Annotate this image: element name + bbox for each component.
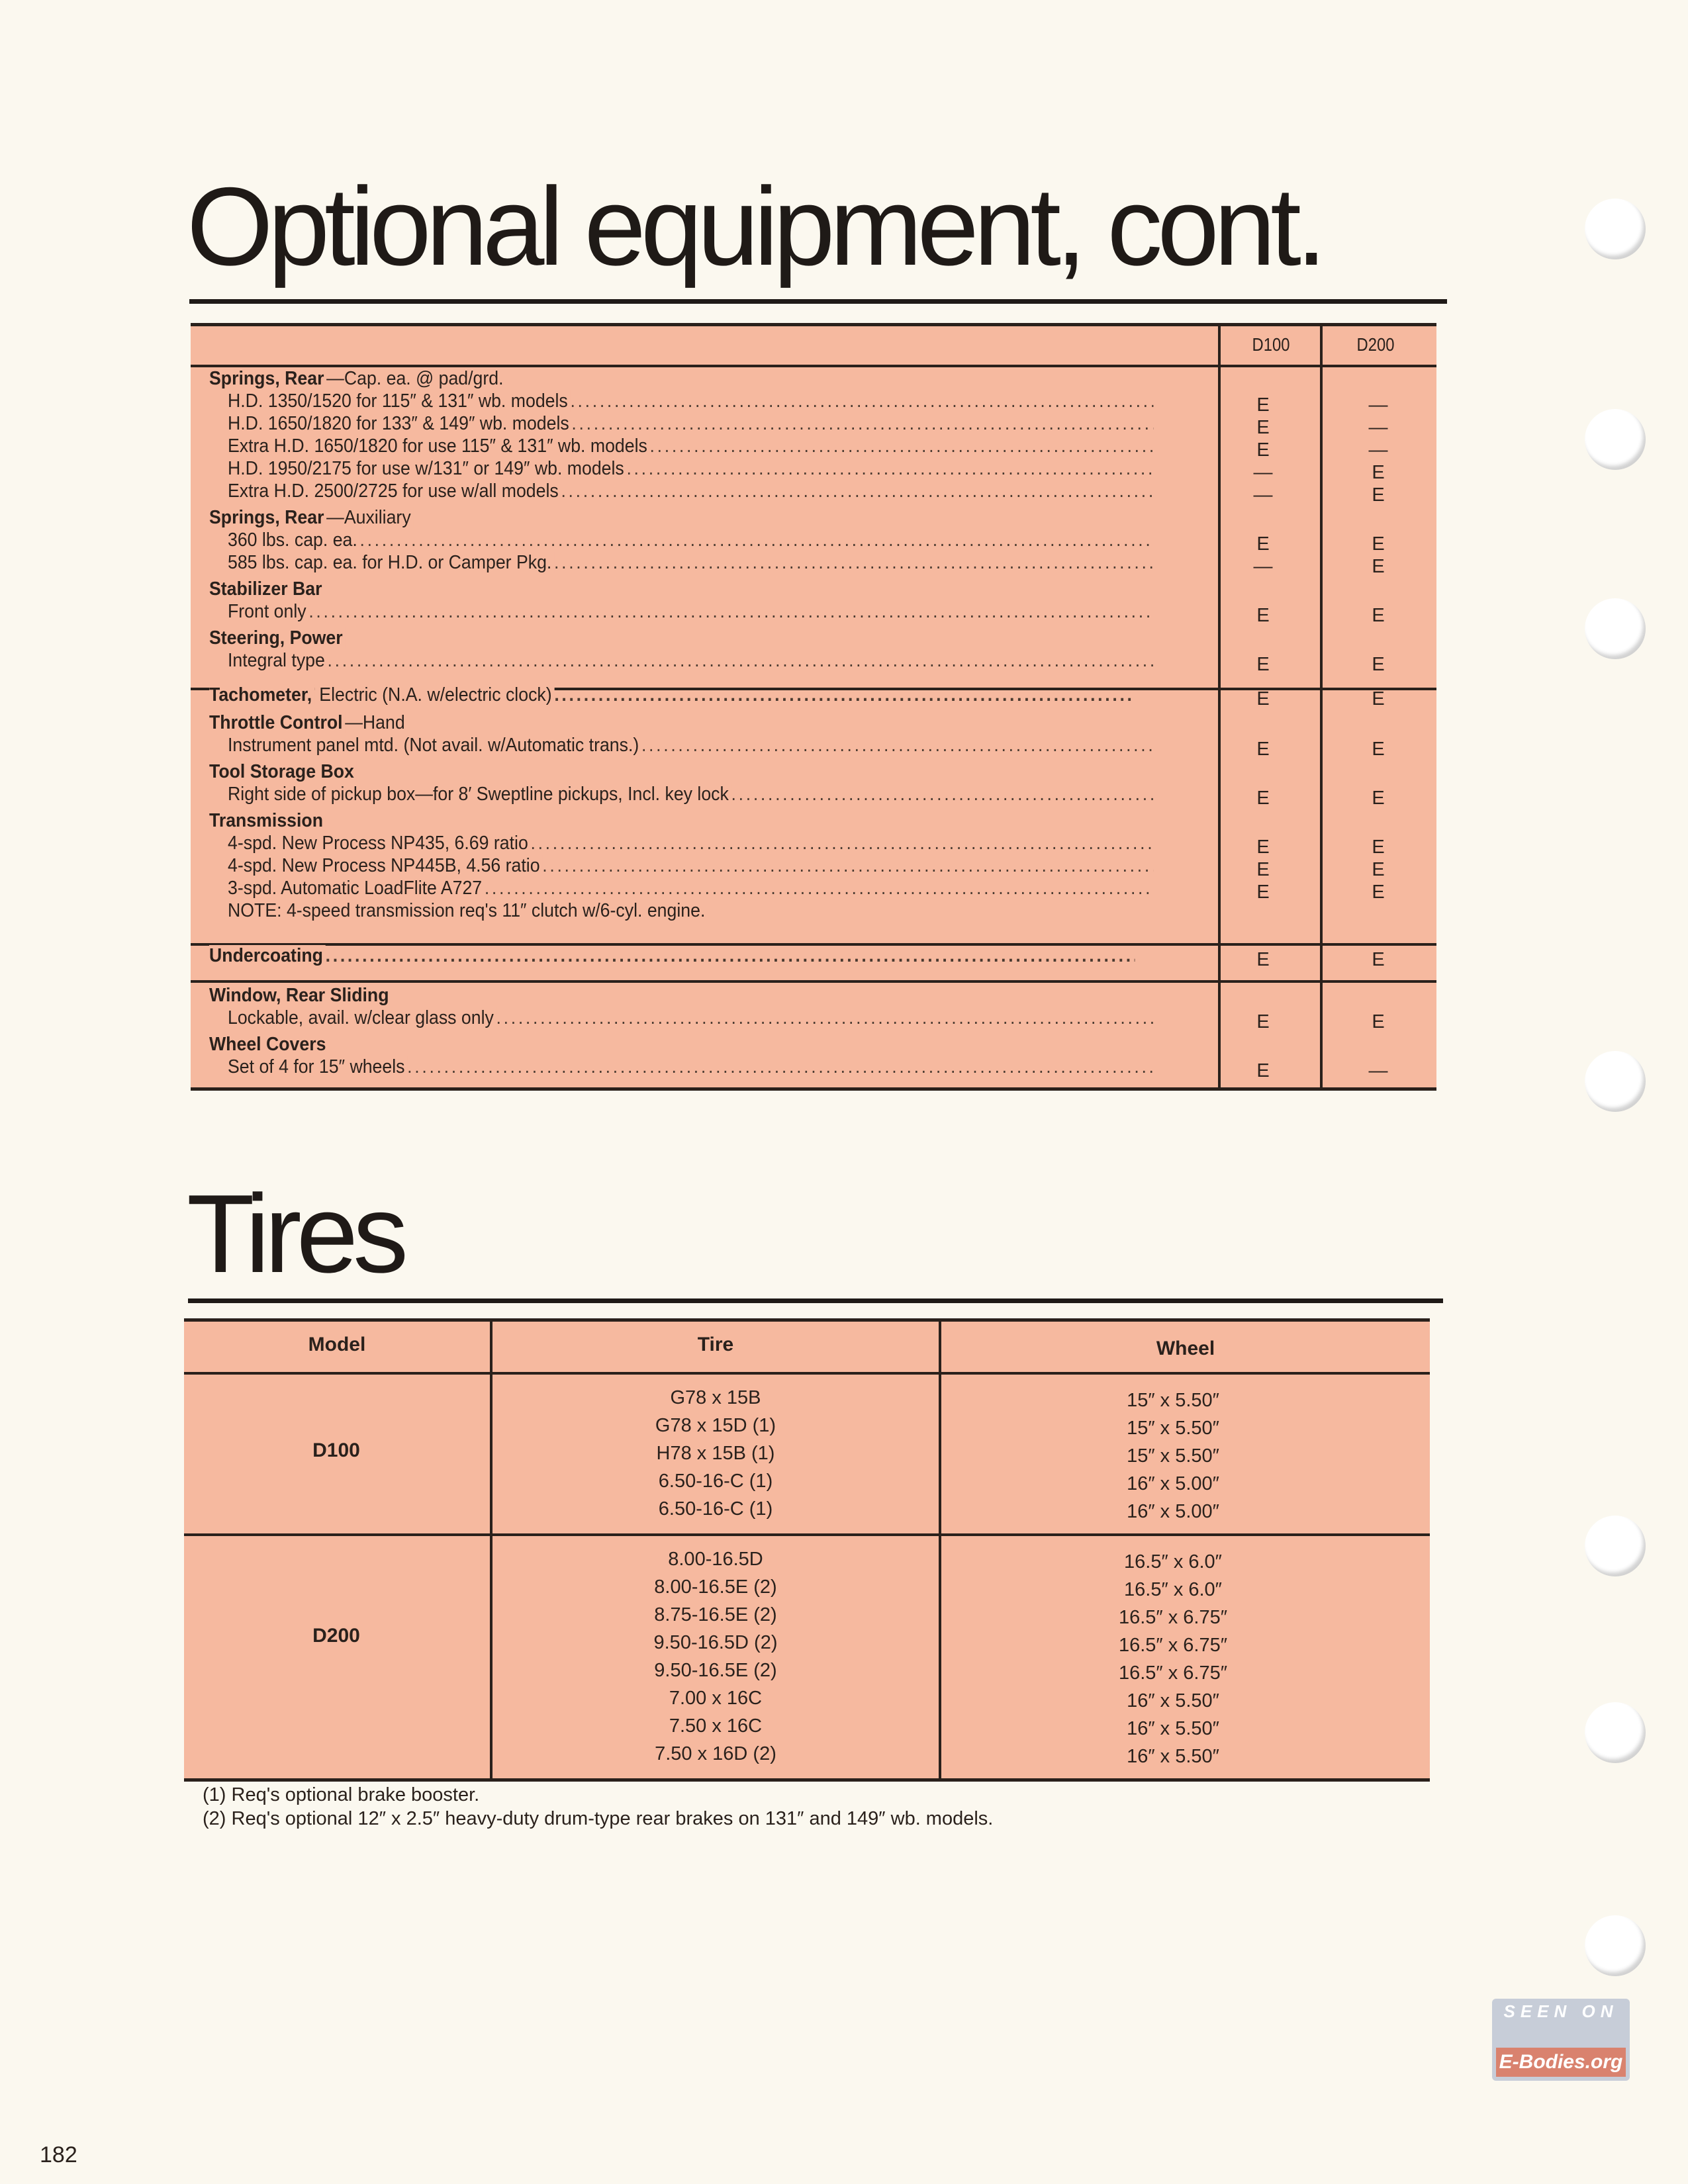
option-row bbox=[191, 711, 1436, 734]
option-label-text: Set of 4 for 15″ wheels bbox=[228, 1056, 407, 1077]
option-row bbox=[191, 600, 1436, 626]
badge-line-2: E-Bodies.org bbox=[1496, 2048, 1626, 2077]
d100-value: E bbox=[1256, 533, 1270, 555]
d200-value: — bbox=[1368, 394, 1388, 416]
wheel: 15″ x 5.50″ bbox=[1127, 1390, 1219, 1411]
option-row bbox=[191, 1033, 1436, 1056]
tire: 9.50-16.5D (2) bbox=[653, 1632, 778, 1653]
tire: 6.50-16-C (1) bbox=[658, 1498, 773, 1520]
d200-value: E bbox=[1372, 556, 1385, 577]
option-label-detail: —Cap. ea. @ pad/grd. bbox=[326, 368, 506, 389]
option-row bbox=[191, 627, 1436, 649]
model-d100: D100 bbox=[312, 1439, 360, 1461]
header-rule bbox=[184, 1372, 1430, 1375]
section-rule bbox=[191, 980, 1436, 983]
page-title: Optional equipment, cont. bbox=[187, 164, 1322, 289]
d200-value: E bbox=[1372, 837, 1385, 858]
tire: 7.50 x 16C bbox=[669, 1715, 763, 1737]
option-label-text: Throttle Control bbox=[209, 712, 345, 733]
d200-value: — bbox=[1368, 1060, 1388, 1081]
option-label-text: Stabilizer Bar bbox=[209, 578, 324, 600]
option-label bbox=[209, 684, 1135, 706]
wheel-list-d100 bbox=[941, 1387, 1405, 1525]
option-label bbox=[228, 899, 1153, 922]
option-label-text: H.D. 1650/1820 for 133″ & 149″ wb. models bbox=[228, 413, 571, 434]
option-label-text: Right side of pickup box—for 8′ Sweptline pickups, Incl. key lock bbox=[228, 784, 731, 805]
wheel: 15″ x 5.50″ bbox=[1127, 1418, 1219, 1439]
d200-value: E bbox=[1372, 788, 1385, 809]
option-label bbox=[209, 760, 1135, 783]
wheel: 16″ x 5.00″ bbox=[1127, 1501, 1219, 1522]
option-label-text: Springs, Rear bbox=[209, 368, 326, 389]
d100-value: E bbox=[1256, 788, 1270, 809]
option-label-text: Undercoating bbox=[209, 945, 326, 966]
d100-value: E bbox=[1256, 654, 1270, 675]
d200-value: E bbox=[1372, 688, 1385, 709]
option-label bbox=[209, 944, 1135, 967]
tire: 7.00 x 16C bbox=[669, 1688, 763, 1709]
option-label-text: Transmission bbox=[209, 810, 326, 831]
option-label bbox=[228, 551, 1153, 574]
d200-value: E bbox=[1372, 882, 1385, 903]
option-label-text: Instrument panel mtd. (Not avail. w/Automatic trans.) bbox=[228, 735, 641, 756]
option-label-text: Lockable, avail. w/clear glass only bbox=[228, 1007, 496, 1028]
option-label bbox=[228, 390, 1153, 412]
option-row bbox=[191, 944, 1436, 970]
d100-value: E bbox=[1256, 739, 1270, 760]
binder-hole-icon bbox=[1585, 199, 1646, 259]
wheel: 16.5″ x 6.75″ bbox=[1118, 1607, 1228, 1628]
tires-title-rule bbox=[188, 1298, 1443, 1303]
binder-hole-icon bbox=[1585, 409, 1646, 470]
wheel: 16.5″ x 6.0″ bbox=[1124, 1551, 1222, 1572]
option-row bbox=[191, 529, 1436, 555]
watermark-badge bbox=[1492, 1999, 1630, 2081]
option-label bbox=[209, 809, 1135, 832]
d100-value: E bbox=[1256, 394, 1270, 416]
option-label-text: Wheel Covers bbox=[209, 1034, 328, 1055]
option-label bbox=[228, 832, 1153, 854]
tire: 6.50-16-C (1) bbox=[658, 1471, 773, 1492]
tire: G78 x 15B bbox=[670, 1387, 761, 1408]
option-label-text: Springs, Rear bbox=[209, 507, 326, 528]
group-rule bbox=[184, 1533, 1430, 1536]
option-row bbox=[191, 684, 1436, 709]
wheel-list-d200 bbox=[941, 1548, 1405, 1770]
option-row bbox=[191, 1056, 1436, 1081]
d100-value: E bbox=[1256, 859, 1270, 880]
option-row bbox=[191, 578, 1436, 600]
footnotes bbox=[203, 1783, 993, 1831]
option-label bbox=[228, 1056, 1153, 1078]
option-label-text: Tachometer, bbox=[209, 684, 314, 705]
option-row bbox=[191, 783, 1436, 809]
wheel: 16″ x 5.50″ bbox=[1127, 1718, 1219, 1739]
option-label bbox=[228, 649, 1153, 672]
tires-table bbox=[184, 1318, 1430, 1782]
wheel: 16″ x 5.50″ bbox=[1127, 1690, 1219, 1711]
option-label bbox=[228, 877, 1153, 899]
option-label bbox=[209, 506, 1135, 529]
d100-value: — bbox=[1253, 484, 1273, 506]
option-label bbox=[228, 435, 1153, 457]
tires-title: Tires bbox=[187, 1171, 404, 1296]
option-label bbox=[209, 711, 1135, 734]
option-label-detail: Electric (N.A. w/electric clock) bbox=[314, 684, 554, 705]
d100-value: — bbox=[1253, 556, 1273, 577]
option-label-text: H.D. 1350/1520 for 115″ & 131″ wb. models bbox=[228, 390, 570, 412]
option-label bbox=[228, 529, 1153, 551]
option-row bbox=[191, 734, 1436, 760]
option-row bbox=[191, 390, 1436, 416]
option-row bbox=[191, 457, 1436, 483]
wheel: 16″ x 5.00″ bbox=[1127, 1473, 1219, 1494]
option-label bbox=[209, 627, 1135, 649]
option-row bbox=[191, 760, 1436, 783]
d200-value: E bbox=[1372, 1011, 1385, 1032]
option-label-text: 4-spd. New Process NP445B, 4.56 ratio bbox=[228, 855, 542, 876]
d100-value: E bbox=[1256, 882, 1270, 903]
d200-value: E bbox=[1372, 949, 1385, 970]
d100-value: E bbox=[1256, 417, 1270, 438]
wheel: 16″ x 5.50″ bbox=[1127, 1746, 1219, 1767]
option-label bbox=[209, 367, 1135, 390]
title-rule bbox=[189, 299, 1447, 304]
binder-hole-icon bbox=[1585, 1051, 1646, 1112]
footnote: (1) Req's optional brake booster. bbox=[203, 1784, 480, 1805]
page-number: 182 bbox=[40, 2142, 77, 2167]
option-row bbox=[191, 649, 1436, 675]
wheel: 16.5″ x 6.75″ bbox=[1118, 1635, 1228, 1656]
option-label bbox=[209, 984, 1135, 1007]
option-label bbox=[228, 412, 1153, 435]
d200-value: E bbox=[1372, 462, 1385, 483]
option-row bbox=[191, 367, 1436, 390]
d100-value: E bbox=[1256, 605, 1270, 626]
d200-value: E bbox=[1372, 533, 1385, 555]
d200-value: — bbox=[1368, 439, 1388, 461]
wheel: 16.5″ x 6.0″ bbox=[1124, 1579, 1222, 1600]
option-row bbox=[191, 854, 1436, 880]
option-label bbox=[228, 457, 1153, 480]
tire: 9.50-16.5E (2) bbox=[654, 1660, 777, 1681]
tire: 8.75-16.5E (2) bbox=[654, 1604, 777, 1625]
column-header-d200: D200 bbox=[1356, 334, 1395, 355]
d100-value: E bbox=[1256, 439, 1270, 461]
tire: 8.00-16.5D bbox=[668, 1549, 763, 1570]
optional-equipment-table bbox=[191, 323, 1436, 1091]
tire: H78 x 15B (1) bbox=[656, 1443, 775, 1464]
option-label-text: NOTE: 4-speed transmission req's 11″ clutch w/6-cyl. engine. bbox=[228, 900, 708, 921]
d100-value: E bbox=[1256, 837, 1270, 858]
option-row bbox=[191, 480, 1436, 506]
d100-value: — bbox=[1253, 462, 1273, 483]
option-label-text: 360 lbs. cap. ea. bbox=[228, 529, 359, 551]
d100-value: E bbox=[1256, 1060, 1270, 1081]
binder-hole-icon bbox=[1585, 1702, 1646, 1763]
option-row bbox=[191, 832, 1436, 858]
option-label-text: 3-spd. Automatic LoadFlite A727 bbox=[228, 878, 485, 899]
option-label-text: Extra H.D. 2500/2725 for use w/all models bbox=[228, 480, 561, 502]
option-label-text: Window, Rear Sliding bbox=[209, 985, 391, 1006]
d200-value: E bbox=[1372, 605, 1385, 626]
option-label-text: Tool Storage Box bbox=[209, 761, 357, 782]
header-model: Model bbox=[308, 1334, 366, 1355]
option-label bbox=[228, 783, 1153, 805]
option-row bbox=[191, 899, 1436, 922]
option-label bbox=[228, 480, 1153, 502]
option-label-text: Integral type bbox=[228, 650, 328, 671]
tire: 7.50 x 16D (2) bbox=[655, 1743, 776, 1764]
tire-list-d100 bbox=[492, 1384, 939, 1523]
model-d200: D200 bbox=[312, 1625, 360, 1647]
d200-value: E bbox=[1372, 484, 1385, 506]
binder-hole-icon bbox=[1585, 598, 1646, 659]
option-label bbox=[228, 854, 1153, 877]
wheel: 16.5″ x 6.75″ bbox=[1118, 1662, 1228, 1684]
d200-value: E bbox=[1372, 859, 1385, 880]
d200-value: E bbox=[1372, 739, 1385, 760]
option-row bbox=[191, 984, 1436, 1007]
option-label-text: 4-spd. New Process NP435, 6.69 ratio bbox=[228, 833, 530, 854]
column-header-d100: D100 bbox=[1252, 334, 1290, 355]
header-wheel: Wheel bbox=[1156, 1338, 1215, 1359]
option-label bbox=[228, 1007, 1153, 1029]
tire: G78 x 15D (1) bbox=[655, 1415, 776, 1436]
option-label-detail: —Auxiliary bbox=[326, 507, 413, 528]
d100-value: E bbox=[1256, 688, 1270, 709]
option-label bbox=[209, 578, 1135, 600]
option-label-text: H.D. 1950/2175 for use w/131″ or 149″ wb. models bbox=[228, 458, 626, 479]
binder-hole-icon bbox=[1585, 1915, 1646, 1976]
d100-value: E bbox=[1256, 1011, 1270, 1032]
d200-value: E bbox=[1372, 654, 1385, 675]
header-tire: Tire bbox=[697, 1334, 734, 1355]
tire: 8.00-16.5E (2) bbox=[654, 1576, 777, 1598]
d200-value: — bbox=[1368, 417, 1388, 438]
option-row bbox=[191, 877, 1436, 903]
option-row bbox=[191, 412, 1436, 438]
option-row bbox=[191, 809, 1436, 832]
option-label-text: Front only bbox=[228, 601, 308, 622]
binder-hole-icon bbox=[1585, 1516, 1646, 1576]
option-label bbox=[228, 734, 1153, 756]
option-row bbox=[191, 506, 1436, 529]
option-label bbox=[209, 1033, 1135, 1056]
option-row bbox=[191, 551, 1436, 577]
option-label-text: Steering, Power bbox=[209, 627, 345, 649]
option-label-detail: —Hand bbox=[345, 712, 407, 733]
option-label-text: Extra H.D. 1650/1820 for use 115″ & 131″ wb. models bbox=[228, 435, 650, 457]
d100-value: E bbox=[1256, 949, 1270, 970]
option-label bbox=[228, 600, 1153, 623]
badge-line-1: SEEN ON bbox=[1503, 2001, 1618, 2021]
option-row bbox=[191, 1007, 1436, 1032]
option-label-text: 585 lbs. cap. ea. for H.D. or Camper Pkg. bbox=[228, 552, 554, 573]
footnote: (2) Req's optional 12″ x 2.5″ heavy-duty drum-type rear brakes on 131″ and 149″ wb. models. bbox=[203, 1808, 994, 1829]
option-row bbox=[191, 435, 1436, 461]
tire-list-d200 bbox=[492, 1545, 939, 1768]
wheel: 15″ x 5.50″ bbox=[1127, 1445, 1219, 1467]
